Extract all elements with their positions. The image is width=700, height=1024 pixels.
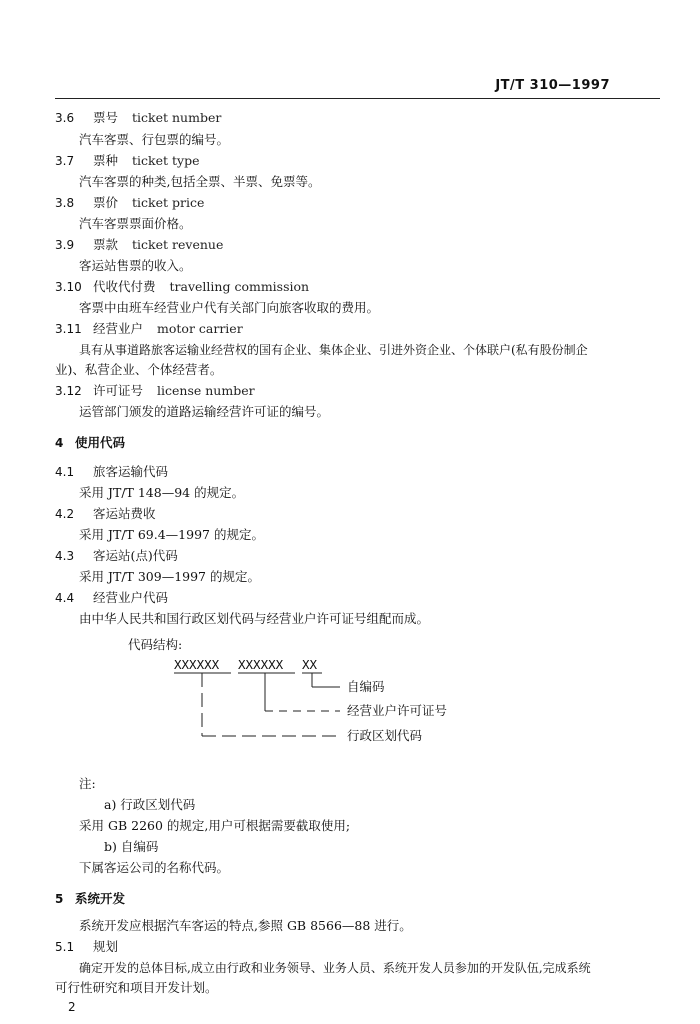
item-4-1-heading <box>55 464 168 480</box>
item-title: 旅客运输代码 <box>93 464 169 479</box>
section-number: 4 <box>55 436 64 450</box>
term-3-10-heading <box>55 279 309 295</box>
item-5-1-text-line1: 确定开发的总体目标,成立由行政和业务领导、业务人员、系统开发人员参加的开发队伍,完成系统 <box>79 961 591 975</box>
term-3-11-definition-line1: 具有从事道路旅客运输业经营权的国有企业、集体企业、引进外资企业、个体联户(私有股份制企 <box>79 343 588 357</box>
term-english: ticket number <box>132 110 222 125</box>
term-number: 3.9 <box>55 238 75 252</box>
term-name: 票价 <box>93 195 119 210</box>
page-number: 2 <box>68 1000 76 1014</box>
term-english: motor carrier <box>157 321 243 336</box>
item-5-1-text-line2: 可行性研究和项目开发计划。 <box>55 980 218 995</box>
code-structure-label: 代码结构: <box>128 637 183 652</box>
term-3-6-heading <box>55 110 221 126</box>
term-3-12-heading <box>55 383 255 399</box>
term-3-11-definition-line2: 业)、私营企业、个体经营者。 <box>55 362 223 377</box>
item-4-2-heading <box>55 506 156 522</box>
term-number: 3.12 <box>55 384 82 398</box>
note-b-text: 下属客运公司的名称代码。 <box>79 860 230 875</box>
term-name: 经营业户 <box>93 321 144 336</box>
item-number: 4.2 <box>55 507 75 521</box>
term-3-8-definition: 汽车客票票面价格。 <box>79 216 192 231</box>
item-number: 4.3 <box>55 549 75 563</box>
term-name: 票种 <box>93 153 119 168</box>
term-number: 3.6 <box>55 111 75 125</box>
term-number: 3.10 <box>55 280 82 294</box>
section-5-heading <box>55 889 125 907</box>
term-english: ticket type <box>132 153 200 168</box>
term-number: 3.11 <box>55 322 82 336</box>
term-english: license number <box>157 383 255 398</box>
term-3-7-heading <box>55 153 200 169</box>
code-part-admin: XXXXXX <box>174 657 220 672</box>
code-part-license: XXXXXX <box>238 657 284 672</box>
item-4-3-text: 采用 JT/T 309—1997 的规定。 <box>79 569 260 584</box>
standard-code-header: JT/T 310—1997 <box>495 78 610 93</box>
term-3-12-definition: 运管部门颁发的道路运输经营许可证的编号。 <box>79 404 330 419</box>
header-rule <box>55 98 660 99</box>
item-4-1-text: 采用 JT/T 148—94 的规定。 <box>79 485 245 500</box>
section-number: 5 <box>55 892 64 906</box>
label-self-code: 自编码 <box>347 679 385 694</box>
term-3-10-definition: 客票中由班车经营业户代有关部门向旅客收取的费用。 <box>79 300 380 315</box>
term-name: 票款 <box>93 237 119 252</box>
item-number: 4.1 <box>55 465 75 479</box>
label-license: 经营业户许可证号 <box>347 703 448 718</box>
item-5-1-heading <box>55 939 118 955</box>
section-title: 系统开发 <box>75 891 126 906</box>
note-b-title: b) 自编码 <box>104 839 159 854</box>
term-3-9-definition: 客运站售票的收入。 <box>79 258 192 273</box>
note-a-text: 采用 GB 2260 的规定,用户可根据需要截取使用; <box>79 818 351 833</box>
section-title: 使用代码 <box>75 435 126 450</box>
term-name: 票号 <box>93 110 119 125</box>
section-4-heading <box>55 433 125 451</box>
item-title: 客运站费收 <box>93 506 156 521</box>
item-4-4-text: 由中华人民共和国行政区划代码与经营业户许可证号组配而成。 <box>79 611 430 626</box>
code-part-self: XX <box>302 657 318 672</box>
item-4-3-heading <box>55 548 178 564</box>
term-english: travelling commission <box>169 279 310 294</box>
item-title: 经营业户代码 <box>93 590 169 605</box>
label-admin: 行政区划代码 <box>347 728 423 743</box>
note-a-title: a) 行政区划代码 <box>104 797 196 812</box>
term-name: 代收代付费 <box>93 279 156 294</box>
term-name: 许可证号 <box>93 383 144 398</box>
term-english: ticket revenue <box>132 237 224 252</box>
item-4-4-heading <box>55 590 168 606</box>
term-3-7-definition: 汽车客票的种类,包括全票、半票、免票等。 <box>79 174 321 189</box>
term-3-8-heading <box>55 195 204 211</box>
section-5-intro: 系统开发应根据汽车客运的特点,参照 GB 8566—88 进行。 <box>79 918 412 933</box>
term-number: 3.8 <box>55 196 75 210</box>
term-english: ticket price <box>132 195 205 210</box>
term-3-6-definition: 汽车客票、行包票的编号。 <box>79 132 230 147</box>
item-number: 5.1 <box>55 940 75 954</box>
term-3-11-heading <box>55 321 243 337</box>
item-number: 4.4 <box>55 591 75 605</box>
item-4-2-text: 采用 JT/T 69.4—1997 的规定。 <box>79 527 264 542</box>
note-label: 注: <box>79 776 96 791</box>
term-3-9-heading <box>55 237 223 253</box>
item-title: 客运站(点)代码 <box>93 548 178 563</box>
term-number: 3.7 <box>55 154 75 168</box>
item-title: 规划 <box>93 939 119 954</box>
